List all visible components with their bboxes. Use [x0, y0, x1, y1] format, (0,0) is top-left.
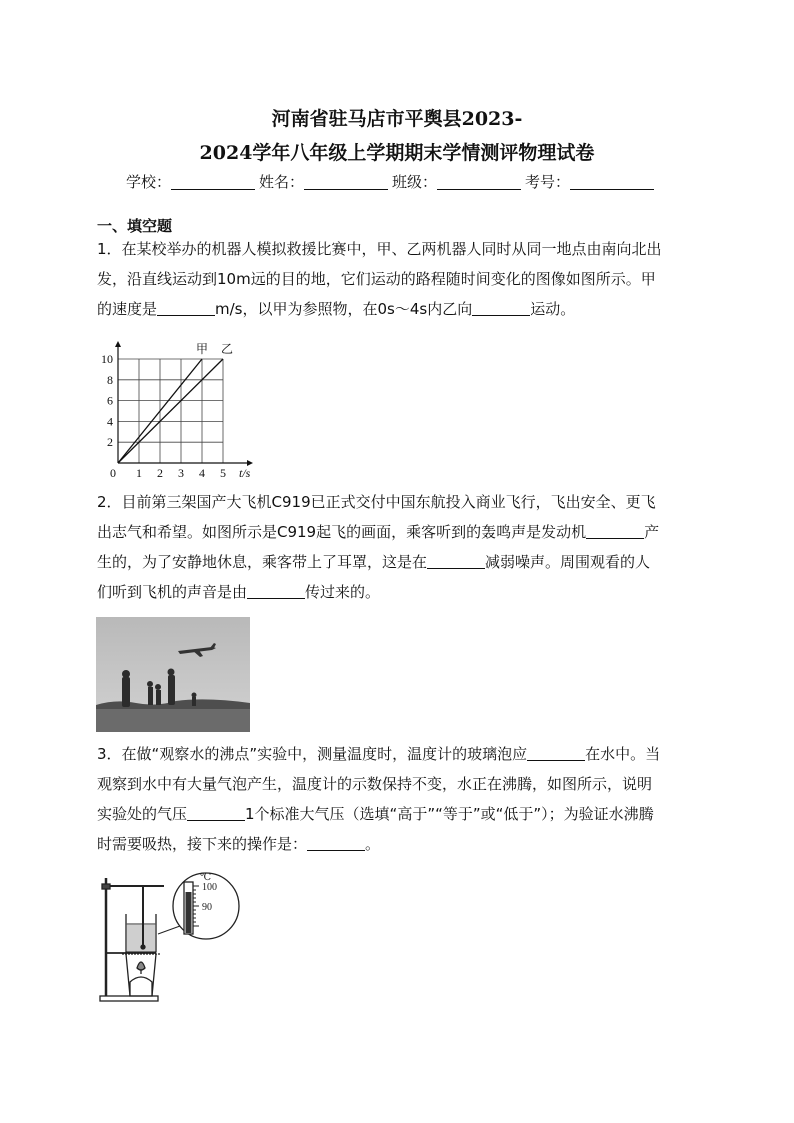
question-1	[97, 234, 697, 324]
tripod-leg-right	[152, 954, 156, 996]
x-tick-label: 3	[178, 466, 184, 480]
x-tick-label: 1	[136, 466, 142, 480]
class-label: 班级：	[392, 173, 438, 191]
q2-blank-source[interactable]	[586, 524, 644, 539]
q2-text-a: 出志气和希望。如图所示是C919起飞的画面，乘客听到的轰鸣声是发动机	[97, 523, 587, 541]
section-title: 一、填空题	[97, 217, 173, 235]
thermometer-tick-90: 90	[202, 902, 212, 913]
q3-blank-pressure[interactable]	[187, 806, 245, 821]
q2-blank-noise[interactable]	[427, 554, 485, 569]
page-title-line1: 河南省驻马店市平舆县2023-	[271, 108, 523, 130]
q2-text-d: 减弱噪声。周围观看的人	[485, 553, 651, 571]
q1-text-a: 的速度是	[97, 300, 158, 318]
q1-blank-direction[interactable]	[472, 301, 530, 316]
q1-distance-time-graph	[96, 335, 266, 484]
thermometer-tick-100: 100	[202, 882, 217, 893]
q2-text-c: 生的，为了安静地休息，乘客带上了耳罩，这是在	[97, 553, 428, 571]
q2-text-f: 传过来的。	[305, 583, 381, 601]
question-1-line-2: 发，沿直线运动到10m远的目的地，它们运动的路程随时间变化的图像如图所示。甲	[97, 270, 656, 288]
question-1-line-1: 1．在某校举办的机器人模拟救援比赛中，甲、乙两机器人同时从同一地点由南向北出	[97, 240, 662, 258]
stand-base	[100, 996, 158, 1001]
series-label-1: 乙	[221, 342, 234, 356]
magnifier-pointer	[158, 926, 180, 934]
photo-svg	[96, 617, 250, 732]
q2-text-b: 产	[644, 523, 660, 541]
y-axis-arrow	[115, 341, 121, 347]
flame-icon	[137, 962, 145, 970]
series-label-0: 甲	[196, 342, 209, 356]
y-tick-label: 8	[107, 372, 113, 387]
exam-no-label: 考号：	[525, 173, 571, 191]
thermometer-bulb	[141, 945, 145, 949]
ground	[96, 705, 250, 732]
clamp-knob	[102, 884, 110, 889]
q3-text-e: 时需要吸热，接下来的操作是：	[97, 835, 308, 853]
apparatus-svg	[96, 868, 246, 1008]
x-tick-label: 2	[157, 466, 163, 480]
q3-text-d: 1个标准大气压（选填“高于”“等于”或“低于”）；为验证水沸腾	[245, 805, 654, 823]
x-tick-label: 4	[199, 466, 205, 480]
mercury-column	[186, 892, 192, 933]
q3-text-f: 。	[365, 835, 381, 853]
tripod-leg-left	[126, 954, 130, 996]
y-tick-label: 10	[101, 352, 113, 366]
alcohol-lamp	[130, 977, 152, 996]
question-2-line-1: 2．目前第三架国产大飞机C919已正式交付中国东航投入商业飞行，飞出安全、更飞	[97, 493, 656, 511]
q1-text-b: m/s，以甲为参照物，在0s～4s内乙向	[215, 300, 473, 318]
q3-text-c: 实验处的气压	[97, 805, 188, 823]
student-info-row	[126, 171, 658, 192]
q1-blank-speed[interactable]	[157, 301, 215, 316]
x-tick-label: 5	[220, 466, 226, 480]
q2-blank-medium[interactable]	[247, 584, 305, 599]
exam-no-field[interactable]	[570, 174, 654, 190]
chart-svg	[96, 335, 266, 480]
q3-blank-operation[interactable]	[307, 836, 365, 851]
boiling-water-apparatus	[96, 868, 246, 1012]
question-3-line-2: 观察到水中有大量气泡产生，温度计的示数保持不变，水正在沸腾，如图所示，说明	[97, 775, 653, 793]
name-label: 姓名：	[259, 173, 305, 191]
y-tick-label: 6	[107, 393, 113, 408]
series-line-1	[118, 359, 223, 463]
thermometer-unit: ℃	[200, 872, 212, 883]
school-label: 学校：	[126, 173, 172, 191]
q3-text-b: 在水中。当	[585, 745, 661, 763]
question-2	[97, 487, 697, 607]
name-field[interactable]	[304, 174, 388, 190]
q2-text-e: 们听到飞机的声音是由	[97, 583, 248, 601]
question-3-line-3	[97, 799, 697, 829]
question-3-line-4	[97, 829, 697, 859]
question-2-line-4	[97, 577, 697, 607]
c919-takeoff-photo	[96, 617, 250, 736]
q3-text-a: 3．在做“观察水的沸点”实验中，测量温度时，温度计的玻璃泡应	[97, 745, 528, 763]
question-3-line-1	[97, 739, 697, 769]
class-field[interactable]	[437, 174, 521, 190]
x-axis-label: t/s	[239, 466, 251, 480]
question-2-line-2	[97, 517, 697, 547]
question-3	[97, 739, 697, 859]
school-field[interactable]	[171, 174, 255, 190]
q3-blank-bulb[interactable]	[527, 746, 585, 761]
q1-text-c: 运动。	[530, 300, 576, 318]
y-tick-label: 4	[107, 414, 113, 429]
question-1-line-3	[97, 294, 697, 324]
page-title-line2: 2024学年八年级上学期期末学情测评物理试卷	[199, 142, 595, 164]
y-tick-label: 2	[107, 435, 113, 450]
x-tick-label: 0	[110, 466, 116, 480]
question-2-line-3	[97, 547, 697, 577]
